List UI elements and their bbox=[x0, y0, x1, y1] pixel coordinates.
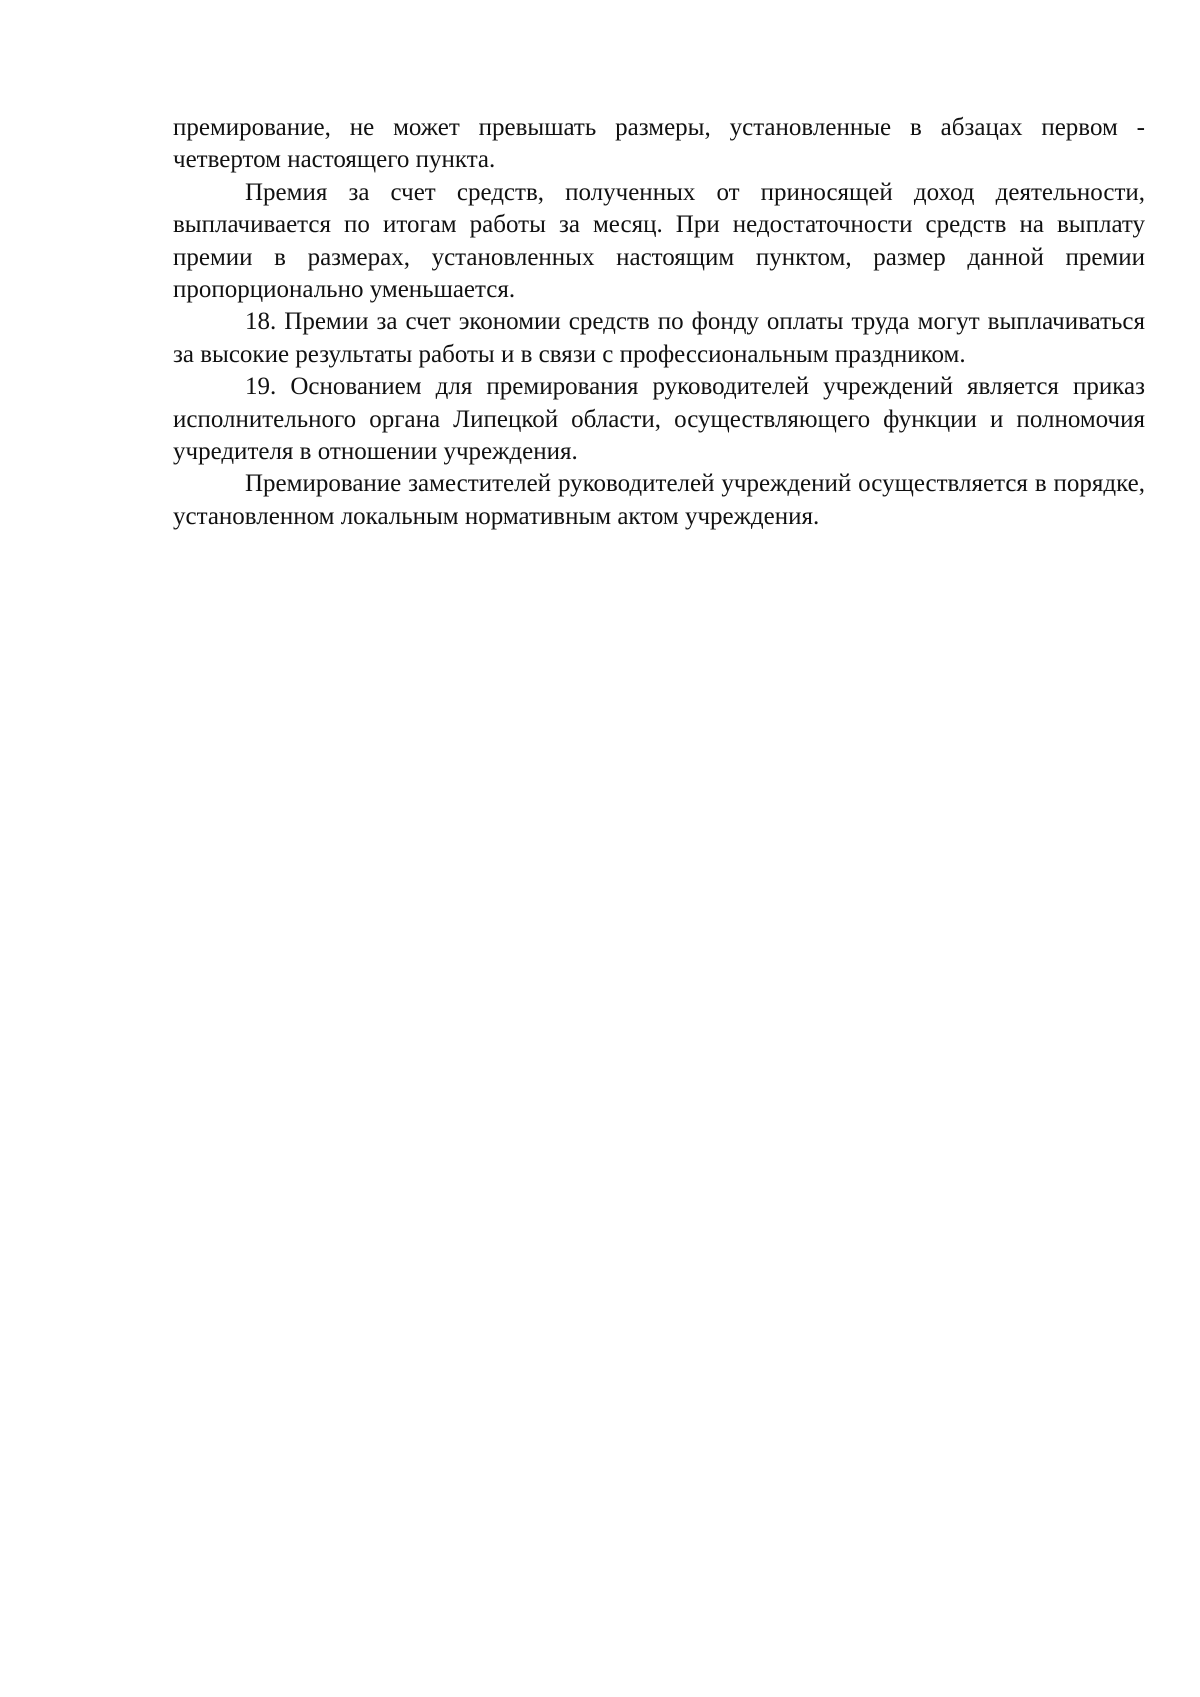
paragraph-deputies-bonus: Премирование заместителей руководителей учреждений осуществляется в порядке, установленном локальным нормативным актом учреждения. bbox=[173, 470, 1145, 530]
paragraph-item-19: 19. Основанием для премирования руководителей учреждений является приказ исполнительного органа Липецкой области, осуществляющего функции и полномочия учредителя в отношении учреждения. bbox=[173, 373, 1145, 466]
paragraph-continuation: премирование, не может превышать размеры, установленные в абзацах первом - четвертом настоящего пункта. bbox=[173, 114, 1145, 174]
document-body bbox=[173, 112, 1145, 533]
paragraph-income-bonus: Премия за счет средств, полученных от приносящей доход деятельности, выплачивается по итогам работы за месяц. При недостаточности средств на выплату премии в размерах, установленных настоящим пунктом, размер данной премии пропорционально уменьшается. bbox=[173, 178, 1145, 304]
paragraph-item-18: 18. Премии за счет экономии средств по фонду оплаты труда могут выплачиваться за высокие результаты работы и в связи с профессиональным праздником. bbox=[173, 308, 1145, 368]
